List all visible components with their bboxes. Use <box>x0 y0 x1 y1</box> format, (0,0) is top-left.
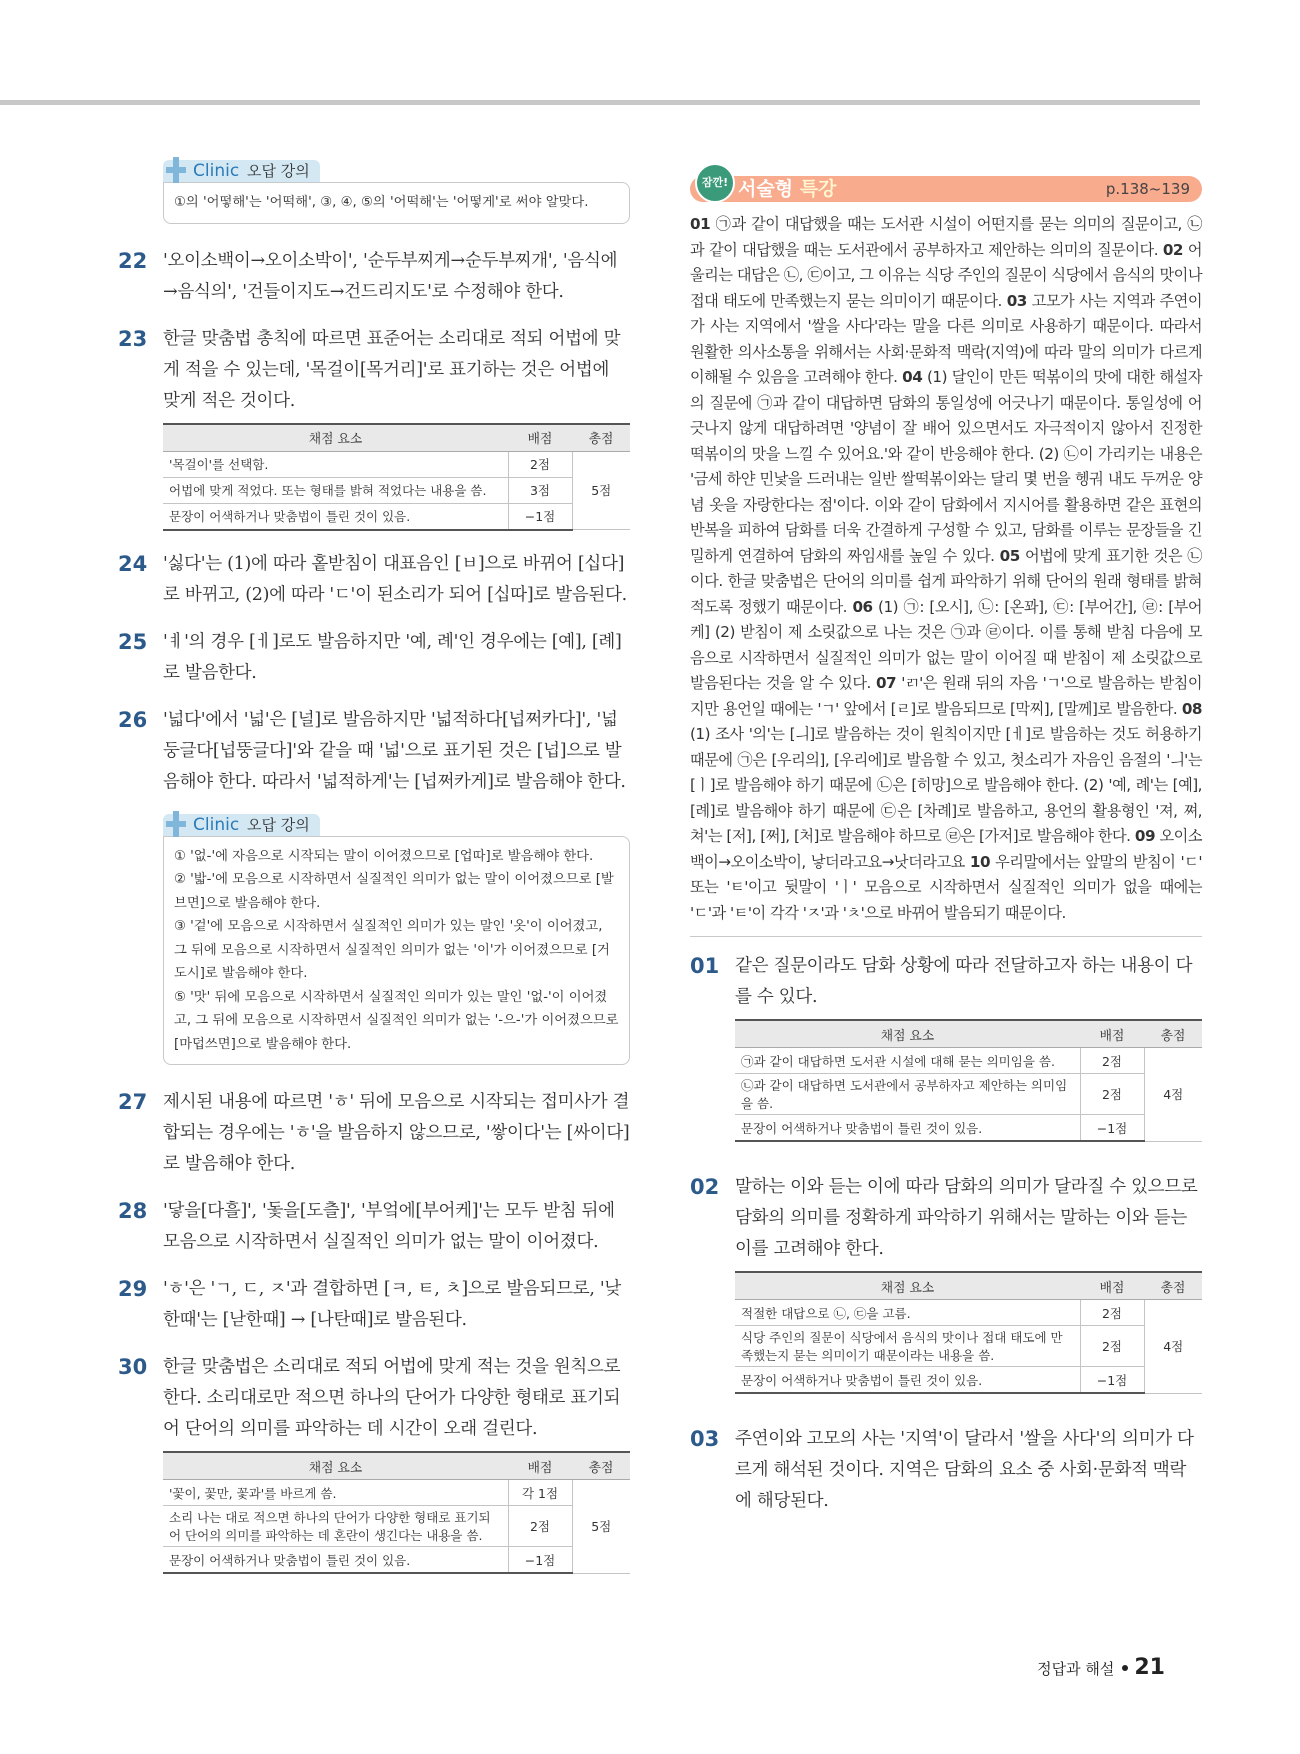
section-title-1: 서술형 <box>738 178 794 200</box>
criterion: ㉡과 같이 대답하면 도서관에서 공부하자고 제안하는 의미임을 씀. <box>735 1074 1080 1115</box>
table-row <box>735 1048 1202 1074</box>
essay-text: 고모가 사는 지역과 주연이가 사는 지역에서 '쌀을 사다'라는 말을 다른 의미로 사용하기 때문이다. 따라서 원활한 의사소통을 위해서는 사회·문화적 맥락(지역)에 따라 말의 의미가 다르게 이해될 수 있음을 고려해야 한다. <box>690 291 1202 386</box>
score: 2점 <box>1080 1048 1144 1074</box>
page-number: 21 <box>1134 1655 1165 1680</box>
answer-number: 29 <box>118 1277 148 1301</box>
header-total: 총점 <box>1144 1020 1202 1048</box>
criterion: 문장이 어색하거나 맞춤법이 틀린 것이 있음. <box>735 1367 1080 1394</box>
score: 2점 <box>1080 1326 1144 1367</box>
divider <box>690 936 1202 937</box>
answer-number: 22 <box>118 248 148 273</box>
essay-num: 03 <box>1006 291 1027 310</box>
table-row <box>163 451 630 477</box>
answer-number: 23 <box>118 326 148 351</box>
answer-text: '오이소백이→오이소박이', '순두부찌게→순두부찌개', '음식에→음식의', '건들이지도→건드리지도'로 수정해야 한다. <box>163 250 618 302</box>
page-reference: p.138~139 <box>1105 180 1190 198</box>
score-table-23-wrap <box>163 423 630 531</box>
answer-text: 제시된 내용에 따르면 'ㅎ' 뒤에 모음으로 시작되는 접미사가 결합되는 경우에는 'ㅎ'을 발음하지 않으므로, '쌓이다'는 [싸이다]로 발음해야 한다. <box>163 1092 630 1174</box>
answer-r02 <box>690 1172 1202 1265</box>
left-column <box>118 160 630 1578</box>
criterion: 식당 주인의 질문이 식당에서 음식의 맛이나 접대 태도에 만족했는지 묻는 의미이기 때문이라는 내용을 씀. <box>735 1326 1080 1367</box>
answer-text: 같은 질문이라도 담화 상황에 따라 전달하고자 하는 내용이 다를 수 있다. <box>735 956 1193 1007</box>
clinic-item-3: ③ '겉'에 모음으로 시작하면서 실질적인 의미가 있는 말인 '옷'이 이어졌고, 그 뒤에 모음으로 시작하면서 실질적인 의미가 없는 '이'가 이어졌으므로 [거도시]로 발음해야 한다. <box>174 919 610 981</box>
header-total: 총점 <box>572 424 630 452</box>
score: 3점 <box>508 477 572 503</box>
criterion: ㉠과 같이 대답하면 도서관 시설에 대해 묻는 의미임을 씀. <box>735 1048 1080 1074</box>
header-score: 배점 <box>1080 1020 1144 1048</box>
table-row <box>163 1480 630 1506</box>
table-header-row <box>163 1452 630 1480</box>
score: 2점 <box>1080 1300 1144 1326</box>
clinic-label: Clinic <box>193 161 240 181</box>
table-header-row <box>163 424 630 452</box>
essay-text: 'ㄺ'은 원래 뒤의 자음 'ㄱ'으로 발음하는 받침이지만 용언일 때에는 'ㄱ' 앞에서 [ㄹ]로 발음되므로 [막찌], [말께]로 발음한다. <box>690 674 1202 718</box>
criterion: '꽃이, 꽃만, 꽃과'를 바르게 씀. <box>163 1480 508 1506</box>
total: 4점 <box>1144 1048 1202 1142</box>
page-footer <box>1037 1655 1165 1680</box>
clinic-tab <box>163 814 320 836</box>
score: 각 1점 <box>508 1480 572 1506</box>
header-item: 채점 요소 <box>735 1020 1080 1048</box>
clinic-body <box>163 836 630 1066</box>
answer-28 <box>118 1196 630 1258</box>
score: −1점 <box>1080 1367 1144 1394</box>
section-banner <box>690 176 1202 202</box>
clinic-box-2 <box>163 814 630 1066</box>
essay-num: 10 <box>969 852 991 871</box>
clinic-label: Clinic <box>193 814 240 835</box>
table-row <box>735 1300 1202 1326</box>
score-table-30-wrap <box>163 1451 630 1574</box>
answer-29 <box>118 1274 630 1336</box>
essay-num: 05 <box>999 546 1020 565</box>
criterion: 어법에 맞게 적었다. 또는 형태를 밝혀 적었다는 내용을 씀. <box>163 477 508 503</box>
essay-num: 07 <box>875 674 897 692</box>
total: 5점 <box>572 1480 630 1574</box>
table-row <box>735 1326 1202 1367</box>
answer-text: 한글 맞춤법은 소리대로 적되 어법에 맞게 적는 것을 원칙으로 한다. 소리대로만 적으면 하나의 단어가 다양한 형태로 표기되어 단어의 의미를 파악하는 데 시간이 오래 걸린다. <box>163 1357 621 1439</box>
essay-text: (1) 조사 '의'는 [ㅢ]로 발음하는 것이 원칙이지만 [ㅔ]로 발음하는 것도 허용하기 때문에 ㉠은 [우리의], [우리에]로 발음할 수 있고, 첫소리가 자음인 음절의 'ㅢ'는 [ㅣ]로 발음해야 하기 때문에 ㉡은 [히망]으로 발음해야 한다. (2) '예, 례'는 [예], [례]로 발음해야 하기 때문에 ㉢은 [차례]로 발음하고, 용언의 활용형인 '져, 쪄, 쳐'는 [저], [쩌], [처]로 발음해야 하므로 ㉣은 [가저]로 발음해야 한다. <box>690 725 1202 845</box>
answer-text: 주연이와 고모의 사는 '지역'이 달라서 '쌀을 사다'의 의미가 다르게 해석된 것이다. 지역은 담화의 요소 중 사회·문화적 맥락에 해당된다. <box>735 1429 1194 1511</box>
section-title-2: 특강 <box>799 178 837 200</box>
clinic-tab <box>163 160 320 182</box>
clinic-box-1 <box>163 160 630 224</box>
criterion: 적절한 대답으로 ㉡, ㉢을 고름. <box>735 1300 1080 1326</box>
answer-24 <box>118 549 630 611</box>
score: −1점 <box>508 503 572 530</box>
criterion: 문장이 어색하거나 맞춤법이 틀린 것이 있음. <box>735 1115 1080 1142</box>
table-header-row <box>735 1272 1202 1300</box>
score-table-01-wrap <box>735 1019 1202 1142</box>
plus-icon <box>166 811 186 837</box>
essay-text: 어울리는 대답은 ㉡, ㉢이고, 그 이유는 식당 주인의 질문이 식당에서 음식의 맛이나 접대 태도에 만족했는지 묻는 의미이기 때문이다. <box>690 240 1202 310</box>
answer-number: 03 <box>690 1427 720 1451</box>
clinic-item-2: ② '밟-'에 모음으로 시작하면서 실질적인 의미가 없는 말이 이어졌으므로 [발브면]으로 발음해야 한다. <box>174 872 614 911</box>
criterion: 소리 나는 대로 적으면 하나의 단어가 다양한 형태로 표기되어 단어의 의미를 파악하는 데 혼란이 생긴다는 내용을 씀. <box>163 1506 508 1547</box>
header-score: 배점 <box>1080 1272 1144 1300</box>
clinic-body <box>163 182 630 224</box>
answer-text: '닿을[다흘]', '돛을[도츨]', '부엌에[부어케]'는 모두 받침 뒤에 모음으로 시작하면서 실질적인 의미가 없는 말이 이어졌다. <box>163 1201 615 1252</box>
answer-number: 24 <box>118 551 148 576</box>
essay-num: 09 <box>1134 827 1156 845</box>
section-title <box>738 176 836 202</box>
score-table-02-wrap <box>735 1271 1202 1394</box>
table-row <box>735 1074 1202 1115</box>
header-score: 배점 <box>508 424 572 452</box>
answer-30 <box>118 1352 630 1445</box>
total: 4점 <box>1144 1300 1202 1394</box>
score: 2점 <box>508 1506 572 1547</box>
answer-25 <box>118 627 630 689</box>
bullet-icon <box>1122 1665 1128 1671</box>
header-item: 채점 요소 <box>735 1272 1080 1300</box>
clinic-item-5: ⑤ '맛' 뒤에 모음으로 시작하면서 실질적인 의미가 있는 말인 '없-'이 이어졌고, 그 뒤에 모음으로 시작하면서 실질적인 의미가 없는 '-으-'가 이어졌으므로 [마덥쓰면]으로 발음해야 한다. <box>174 989 619 1052</box>
score: −1점 <box>1080 1115 1144 1142</box>
answer-22 <box>118 246 630 308</box>
essay-text: 어법에 맞게 표기한 것은 ㉡이다. 한글 맞춤법은 단어의 의미를 쉽게 파악하기 위해 단어의 원래 형태를 밝혀 적도록 정했기 때문이다. <box>690 546 1202 616</box>
answer-number: 27 <box>118 1090 148 1114</box>
answer-23 <box>118 324 630 417</box>
total: 5점 <box>572 451 630 530</box>
answer-r01 <box>690 951 1202 1013</box>
clinic-sub-label: 오답 강의 <box>246 162 310 180</box>
answer-text: '넓다'에서 '넓'은 [널]로 발음하지만 '넓적하다[넙쩌카다]', '넓둥글다[넙뚱글다]'와 같을 때 '넓'으로 표기된 것은 [넙]으로 발음해야 한다. 따라서 '넓적하게'는 [넙쩌카게]로 발음해야 한다. <box>163 709 626 792</box>
answer-text: 'ㅖ'의 경우 [ㅔ]로도 발음하지만 '예, 례'인 경우에는 [예], [례]로 발음한다. <box>163 631 622 683</box>
answer-number: 25 <box>118 629 148 654</box>
header-score: 배점 <box>508 1452 572 1480</box>
answer-r03 <box>690 1424 1202 1517</box>
essay-text: 오이소백이→오이소박이, 낳더라고요→낫더라고요 <box>690 827 1202 871</box>
essay-text: (1) ㉠: [오시], ㉡: [온꽈], ㉢: [부어간], ㉣: [부어케] (2) 받침이 제 소릿값으로 나는 것은 ㉠과 ㉣이다. 이를 통해 받침 다음에 모음으로 시작하면서 실질적인 의미가 없는 말이 이어질 때 받침이 제 소릿값으로 발음된다는 것을 알 수 있다. <box>690 597 1202 692</box>
top-rule <box>0 100 1200 105</box>
clinic-item-1: ① '없-'에 자음으로 시작되는 말이 이어졌으므로 [업따]로 발음해야 한다. <box>174 848 594 864</box>
table-row <box>163 503 630 530</box>
essay-num: 06 <box>852 597 873 616</box>
header-total: 총점 <box>572 1452 630 1480</box>
table-row <box>163 477 630 503</box>
essay-text: 우리말에서는 앞말의 받침이 'ㄷ' 또는 'ㅌ'이고 뒷말이 'ㅣ' 모음으로 시작하면서 실질적인 의미가 없을 때에는 'ㄷ'과 'ㅌ'이 각각 'ㅈ'과 'ㅊ'으로 바뀌어 발음되기 때문이다. <box>690 852 1203 922</box>
essay-text: ㉠과 같이 대답했을 때는 도서관 시설이 어떤지를 묻는 의미의 질문이고, ㉡과 같이 대답했을 때는 도서관에서 공부하자고 제안하는 의미의 질문이다. <box>690 215 1202 259</box>
essay-num: 04 <box>902 368 923 386</box>
essay-num: 01 <box>690 215 711 233</box>
score-table-30 <box>163 1451 630 1574</box>
badge: 잠깐! <box>695 163 735 203</box>
score: 2점 <box>508 451 572 477</box>
score: −1점 <box>508 1547 572 1574</box>
table-row <box>163 1547 630 1574</box>
score-table-02 <box>735 1271 1202 1394</box>
answer-text: 'ㅎ'은 'ㄱ, ㄷ, ㅈ'과 결합하면 [ㅋ, ㅌ, ㅊ]으로 발음되므로, '낮 한때'는 [낟한때] → [나탄때]로 발음된다. <box>163 1279 621 1330</box>
score-table-01 <box>735 1019 1202 1142</box>
header-item: 채점 요소 <box>163 424 508 452</box>
answer-number: 30 <box>118 1355 148 1379</box>
essay-num: 02 <box>1162 240 1183 259</box>
table-row <box>163 1506 630 1547</box>
essay-answers <box>690 212 1202 926</box>
answer-text: 말하는 이와 듣는 이에 따라 담화의 의미가 달라질 수 있으므로 담화의 의미를 정확하게 파악하기 위해서는 말하는 이와 듣는 이를 고려해야 한다. <box>735 1177 1198 1259</box>
score-table-23 <box>163 423 630 531</box>
answer-26 <box>118 705 630 798</box>
answer-number: 26 <box>118 707 148 732</box>
answer-number: 01 <box>690 954 720 978</box>
score: 2점 <box>1080 1074 1144 1115</box>
right-column <box>690 176 1202 1533</box>
footer-label: 정답과 해설 <box>1037 1660 1115 1678</box>
table-row <box>735 1367 1202 1394</box>
clinic-sub-label: 오답 강의 <box>246 815 310 834</box>
answer-number: 02 <box>690 1175 720 1199</box>
answer-number: 28 <box>118 1199 148 1223</box>
header-total: 총점 <box>1144 1272 1202 1300</box>
criterion: 문장이 어색하거나 맞춤법이 틀린 것이 있음. <box>163 503 508 530</box>
essay-num: 08 <box>1181 699 1202 718</box>
criterion: 문장이 어색하거나 맞춤법이 틀린 것이 있음. <box>163 1547 508 1574</box>
clinic-text: ①의 '어떻해'는 '어떡해', ③, ④, ⑤의 '어떡해'는 '어떻게'로 써야 알맞다. <box>174 195 589 210</box>
criterion: '목걸이'를 선택함. <box>163 451 508 477</box>
answer-27 <box>118 1087 630 1180</box>
plus-icon <box>166 157 186 183</box>
table-row <box>735 1115 1202 1142</box>
answer-text: '싫다'는 (1)에 따라 홑받침이 대표음인 [ㅂ]으로 바뀌어 [십다]로 바뀌고, (2)에 따라 'ㄷ'이 된소리가 되어 [십따]로 발음된다. <box>163 553 627 605</box>
header-item: 채점 요소 <box>163 1452 508 1480</box>
table-header-row <box>735 1020 1202 1048</box>
essay-text: (1) 달인이 만든 떡볶이의 맛에 대한 해설자의 질문에 ㉠과 같이 대답하면 담화의 통일성에 어긋나기 때문이다. 통일성에 어긋나지 않게 대답하려면 '양념이 잘 배어 있으면서도 자극적이지 않아서 진정한 떡볶이의 맛을 느낄 수 있어요.'와 같이 반응해야 한다. (2) ㉡이 가리키는 내용은 '금세 하얀 민낯을 드러내는 일반 쌀떡볶이와는 달리 몇 번을 헹궈 내도 두꺼운 양념 옷을 자랑한다는 점'이다. 이와 같이 담화에서 지시어를 활용하면 같은 표현의 반복을 피하여 담화를 더욱 간결하게 구성할 수 있고, 담화를 이루는 문장들을 긴밀하게 연결하여 담화의 짜임새를 높일 수 있다. <box>690 368 1202 565</box>
answer-text: 한글 맞춤법 총칙에 따르면 표준어는 소리대로 적되 어법에 맞게 적을 수 있는데, '목걸이[목거리]'로 표기하는 것은 어법에 맞게 적은 것이다. <box>163 328 621 411</box>
